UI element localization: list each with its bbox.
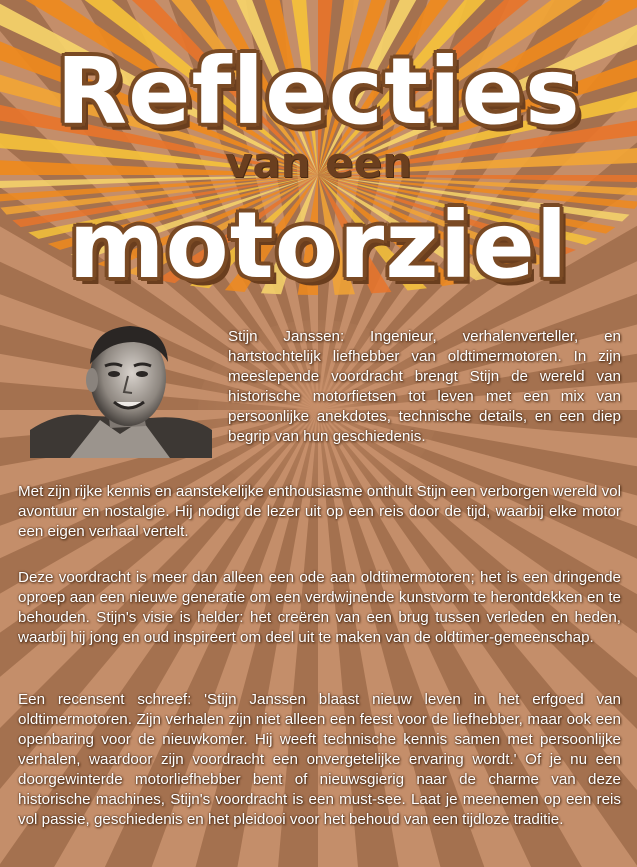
paragraph-2 <box>18 568 621 648</box>
paragraph-3 <box>18 690 621 830</box>
paragraph-2-text: Deze voordracht is meer dan alleen een ode aan oldtimermotoren; het is een dringende oproep aan een nieuwe generatie om een verdwijnende kunstvorm te herontdekken en te behouden. Stijn's visie is helder: het creëren van een brug tussen verleden en heden, waarbij hij jong en oud inspireert om deel uit te maken van de oldtimer-gemeenschap. <box>18 569 621 646</box>
paragraph-1 <box>18 482 621 542</box>
intro-paragraph <box>228 327 621 447</box>
portrait-image <box>30 318 212 458</box>
intro-text: Stijn Janssen: Ingenieur, verhalenverteller, en hartstochtelijk liefhebber van oldtimermotoren. In zijn meeslepende voordracht brengt Stijn de wereld van historische motorfietsen tot leven met een mix van persoonlijke anekdotes, technische details, en een diep begrip van hun geschiedenis. <box>228 328 621 445</box>
paragraph-3-text: Een recensent schreef: 'Stijn Janssen blaast nieuw leven in het erfgoed van oldtimermotoren. Zijn verhalen zijn niet alleen een feest voor de liefhebber, maar ook een openbaring voor de nieuwkomer. Hij weeft technische kennis samen met persoonlijke verhalen, waardoor zijn voordracht een onvergetelijke ervaring wordt.' Of je nu een doorgewinterde motorliefhebber bent of nieuwsgierig naar de charme van deze historische machines, Stijn's voordracht is een must-see. Laat je meenemen op een reis vol passie, geschiedenis en het pleidooi voor het behoud van een tijdloze traditie. <box>18 691 621 828</box>
title-van-een: van een <box>224 138 413 187</box>
title-motorziel: motorziel <box>68 192 569 299</box>
title-reflecties: Reflecties <box>56 38 581 145</box>
paragraph-1-text: Met zijn rijke kennis en aanstekelijke enthousiasme onthult Stijn een verborgen wereld vol avontuur en nostalgie. Hij nodigt de lezer uit op een reis door de tijd, waarbij elke motor een eigen verhaal vertelt. <box>18 483 621 540</box>
